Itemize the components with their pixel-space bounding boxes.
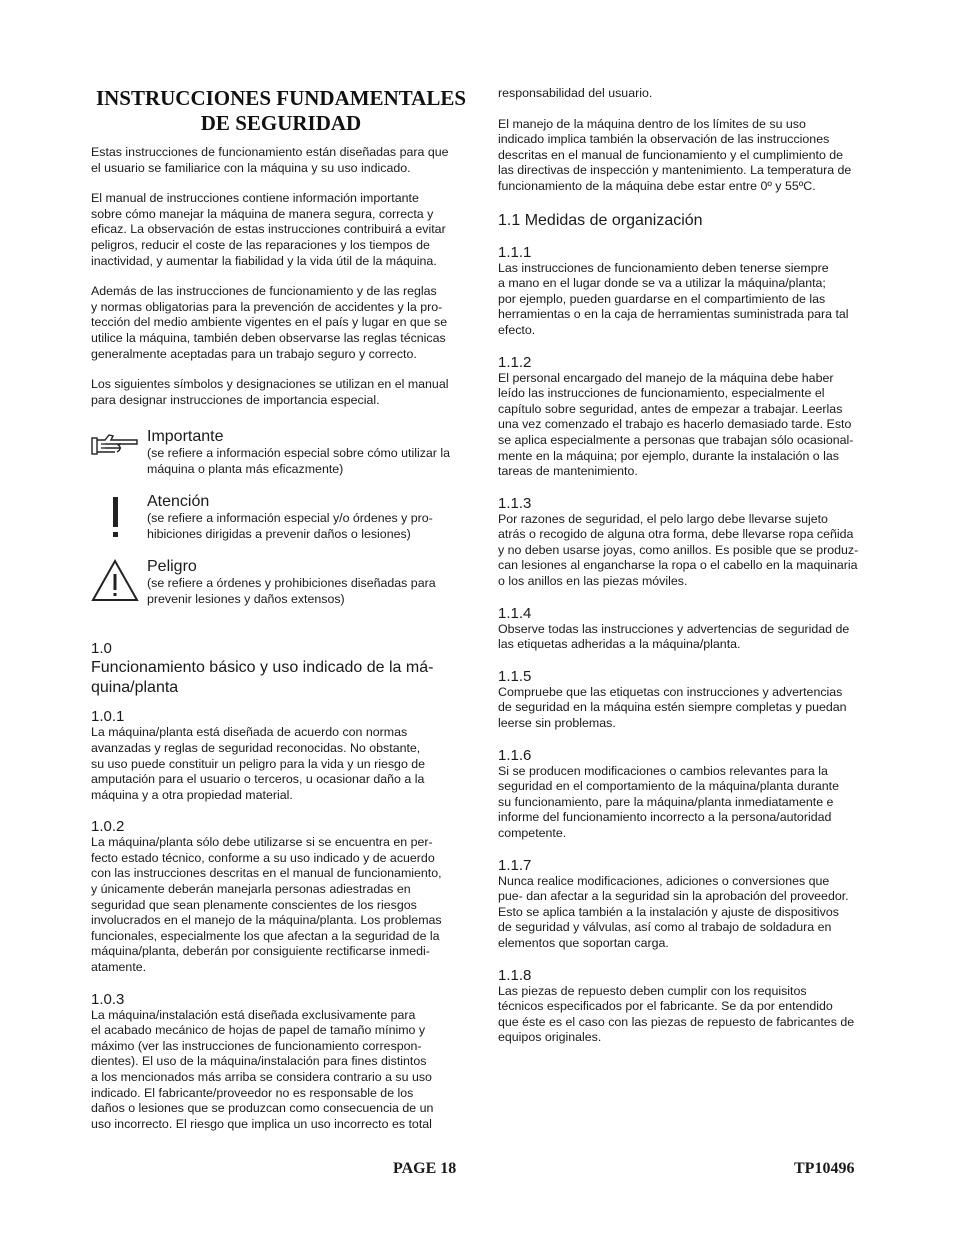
subsection-number: 1.1.7 — [498, 856, 532, 874]
subsection-number: 1.1.8 — [498, 966, 532, 984]
subsection — [498, 606, 880, 653]
subsection-number: 1.1.6 — [498, 746, 532, 764]
subsection-text: Observe todas las instrucciones y advertencias de seguridad de las etiquetas adheridas a la máquina/planta. — [498, 621, 850, 652]
exclamation-icon — [91, 493, 139, 541]
subsection — [498, 669, 880, 732]
subsection-number: 1.0.2 — [91, 818, 125, 836]
subsection-text: Si se producen modificaciones o cambios relevantes para la seguridad en el comportamiento de la máquina/planta durante su funcionamiento, pare la máquina/planta inmediatamente e informe del funcionamiento incorrecto a la persona/autoridad competente. — [498, 763, 839, 840]
subsection — [91, 819, 471, 975]
intro-paragraph: Además de las instrucciones de funcionamiento y de las reglas y normas obligatorias para la prevención de accidentes y la pro- tección del medio ambiente vigentes en el país y lugar en que se utilice la máquina, también deben observarse las reglas técnicas generalmente aceptadas para un trabajo seguro y correcto. — [91, 284, 448, 361]
document-id: TP10496 — [794, 1160, 855, 1177]
right-column — [498, 86, 880, 1062]
pointing-hand-icon — [91, 428, 139, 476]
warning-triangle-icon — [91, 558, 139, 606]
subsection-number: 1.0.1 — [91, 708, 125, 726]
subsection-text: Las piezas de repuesto deben cumplir con los requisitos técnicos especificados por el fabricante. Se da por entendido que éste es el caso con las piezas de repuesto de fabricantes de equipos originales. — [498, 983, 855, 1045]
symbol-attention — [91, 493, 471, 558]
subsection-number: 1.1.2 — [498, 353, 532, 371]
subsection — [498, 968, 880, 1046]
symbol-name: Importante — [147, 428, 224, 446]
subsection — [91, 992, 471, 1133]
subsection-text: El personal encargado del manejo de la máquina debe haber leído las instrucciones de funcionamiento, especialmente el capítulo sobre seguridad, antes de empezar a trabajar. Leerlas una vez comenzado el trabajo es hacerlo demasiado tarde. Esto se aplica especialmente a personas que trabajan sólo ocasional- mente en la máquina; por ejemplo, durante la instalación o las tareas de mantenimiento. — [498, 370, 854, 479]
symbol-danger — [91, 558, 471, 640]
symbol-name: Peligro — [147, 558, 197, 576]
subsection-number: 1.1.1 — [498, 243, 532, 261]
section-title: 1.1 Medidas de organización — [498, 211, 703, 229]
symbol-description: (se refiere a información especial y/o órdenes y pro- hibiciones dirigidas a prevenir daños o lesiones) — [147, 511, 433, 541]
subsection-number: 1.1.5 — [498, 667, 532, 685]
intro-paragraph: El manual de instrucciones contiene información importante sobre cómo manejar la máquina de manera segura, correcta y eficaz. La observación de estas instrucciones contribuirá a evitar peligros, reducir el coste de las reparaciones y los tiempos de inactividad, y aumentar la fiabilidad y la vida útil de la máquina. — [91, 191, 446, 268]
section-title: Funcionamiento básico y uso indicado de la má- quina/planta — [91, 659, 434, 697]
intro-paragraph: Los siguientes símbolos y designaciones se utilizan en el manual para designar instrucciones de importancia especial. — [91, 377, 449, 407]
page-title: INSTRUCCIONES FUNDAMENTALES DE SEGURIDAD — [95, 86, 467, 135]
symbol-description: (se refiere a órdenes y prohibiciones diseñadas para prevenir lesiones y daños extensos) — [147, 576, 436, 606]
subsection — [498, 748, 880, 842]
symbol-name: Atención — [147, 493, 210, 511]
left-column — [91, 86, 471, 1148]
subsection — [498, 355, 880, 480]
subsection-number: 1.1.3 — [498, 494, 532, 512]
subsection-text: Compruebe que las etiquetas con instrucciones y advertencias de seguridad en la máquina estén siempre completas y puedan leerse sin problemas. — [498, 684, 847, 731]
intro-paragraph: Estas instrucciones de funcionamiento están diseñadas para que el usuario se familiarice con la máquina y su uso indicado. — [91, 145, 449, 175]
subsection — [498, 858, 880, 952]
subsection — [498, 496, 880, 590]
symbol-important — [91, 428, 471, 493]
subsection-text: La máquina/instalación está diseñada exclusivamente para el acabado mecánico de hojas de papel de tamaño mínimo y máximo (ver las instrucciones de funcionamiento correspon- dientes). El uso de la máquina/instalación para fines distintos a los mencionados más arriba se considera contrario a su uso indicado. El fabricante/proveedor no es responsable de los daños o lesiones que se produzcan como consecuencia de un uso incorrecto. El riesgo que implica un uso incorrecto es total — [91, 1007, 434, 1131]
subsection-text: Por razones de seguridad, el pelo largo debe llevarse sujeto atrás o recogido de alguna otra forma, debe llevarse ropa ceñida y no deben usarse joyas, como anillos. Es posible que se produz- can lesiones al engancharse la ropa o el cabello en la maquinaria o los anillos en las piezas móviles. — [498, 511, 859, 589]
subsection-number: 1.0.3 — [91, 990, 125, 1008]
subsection — [91, 709, 471, 803]
section-number: 1.0 — [91, 640, 112, 658]
subsection-text: La máquina/planta está diseñada de acuerdo con normas avanzadas y reglas de seguridad reconocidas. No obstante, su uso puede constituir un peligro para la vida y un riesgo de amputación para el usuario o terceros, u ocasionar daño a la máquina y a otra propiedad material. — [91, 725, 426, 802]
subsection-text: La máquina/planta sólo debe utilizarse si se encuentra en per- fecto estado técnico, conforme a su uso indicado y de acuerdo con las instrucciones descritas en el manual de funcionamiento, y únicamente deberán manejarla personas adiestradas en seguridad que sean plenamente conscientes de los riesgos involucrados en el manejo de la máquina/planta. Los problemas funcionales, especialmente los que afectan a la seguridad de la máquina/planta, deberán por consiguiente rectificarse inmedi- atamente. — [91, 835, 442, 975]
subsection-text: Nunca realice modificaciones, adiciones o conversiones que pue- dan afectar a la seguridad sin la aprobación del proveedor. Esto se aplica también a la instalación y ajuste de dispositivos de seguridad y válvulas, así como al trabajo de soldadura en elementos que soportan carga. — [498, 873, 849, 950]
subsection-number: 1.1.4 — [498, 604, 532, 622]
subsection-text: Las instrucciones de funcionamiento deben tenerse siempre a mano en el lugar donde se va a utilizar la máquina/planta; por ejemplo, pueden guardarse en el compartimiento de las herramientas o en la caja de herramientas suministrada para tal efecto. — [498, 260, 849, 337]
continued-paragraph: responsabilidad del usuario. — [498, 86, 653, 100]
symbol-description: (se refiere a información especial sobre cómo utilizar la máquina o planta más eficazmente) — [147, 446, 451, 476]
subsection — [498, 245, 880, 339]
page-number: PAGE 18 — [393, 1160, 457, 1177]
paragraph: El manejo de la máquina dentro de los límites de su uso indicado implica también la observación de las instrucciones descritas en el manual de funcionamiento y el cumplimiento de las directivas de inspección y mantenimiento. La temperatura de funcionamiento de la máquina debe estar entre 0º y 55ºC. — [498, 116, 852, 193]
